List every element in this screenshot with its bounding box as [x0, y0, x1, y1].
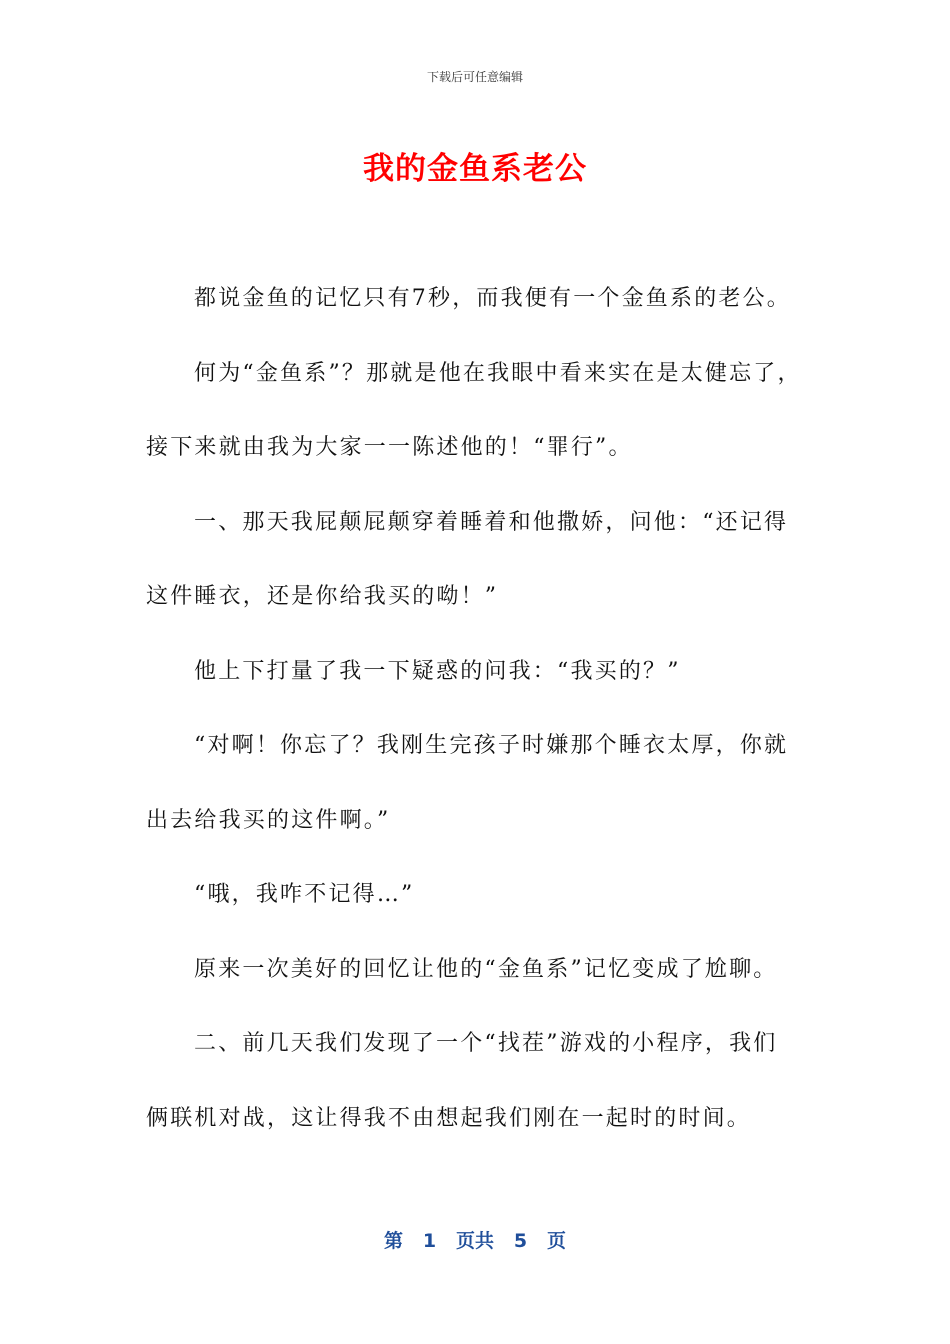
footer-middle: 页共: [455, 1230, 494, 1252]
paragraph-line: 接下来就由我为大家一一陈述他的！“罪行”。: [146, 435, 633, 460]
document-body: [146, 262, 806, 1156]
paragraph-line: 这件睡衣，还是你给我买的呦！”: [146, 584, 499, 609]
page-footer: [0, 1226, 950, 1253]
paragraph-line: 原来一次美好的回忆让他的“金鱼系”记忆变成了尬聊。: [194, 956, 778, 982]
header-note: 下载后可任意编辑: [426, 70, 523, 84]
paragraph-line: 出去给我买的这件啊。”: [146, 807, 391, 833]
paragraph-line: “哦，我咋不记得…”: [194, 882, 415, 907]
paragraph-line: 二、前几天我们发现了一个“找茬”游戏的小程序，我们: [194, 1031, 778, 1056]
footer-suffix: 页: [546, 1230, 566, 1252]
document-title: 我的金鱼系老公: [363, 151, 587, 187]
paragraph-line: 一、那天我屁颠屁颠穿着睡着和他撒娇，问他：“还记得: [194, 509, 789, 535]
footer-prefix: 第: [384, 1230, 404, 1252]
paragraph-line: 都说金鱼的记忆只有7秒，而我便有一个金鱼系的老公。: [194, 286, 791, 311]
paragraph-line: 何为“金鱼系”？那就是他在我眼中看来实在是太健忘了，: [194, 360, 802, 386]
footer-total-pages: 5: [513, 1230, 528, 1252]
paragraph-line: 俩联机对战，这让得我不由想起我们刚在一起时的时间。: [146, 1105, 752, 1131]
paragraph-line: “对啊！你忘了？我刚生完孩子时嫌那个睡衣太厚，你就: [194, 733, 789, 758]
footer-page-number: 1: [422, 1230, 437, 1252]
paragraph-line: 他上下打量了我一下疑惑的问我：“我买的？”: [194, 658, 681, 684]
